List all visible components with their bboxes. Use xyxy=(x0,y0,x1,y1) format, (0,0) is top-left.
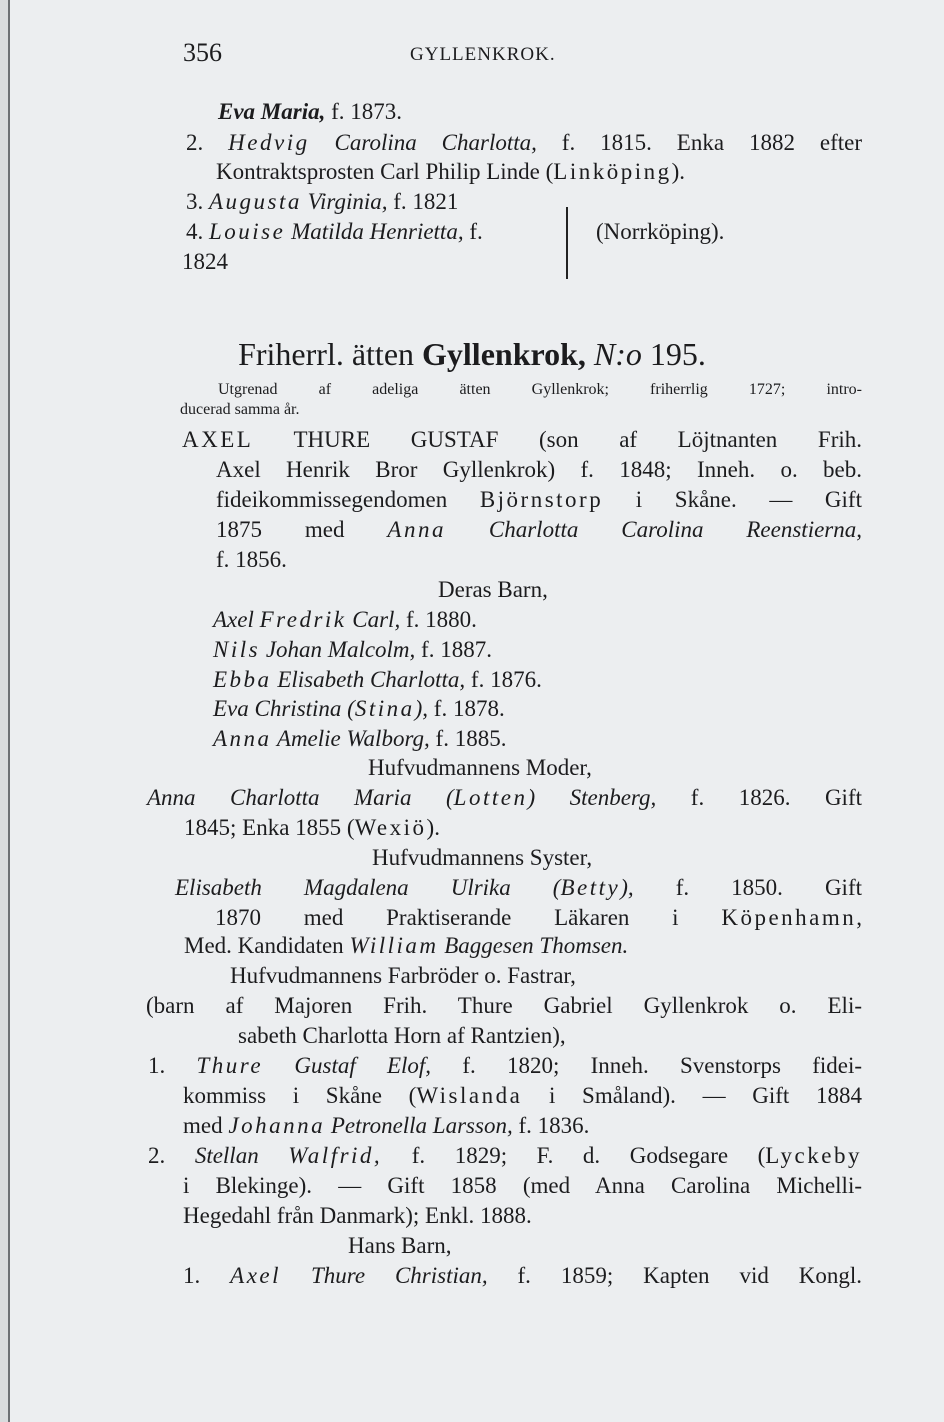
text-line xyxy=(182,248,228,276)
text-segment: f. 1820; Inneh. Svenstorps fidei- xyxy=(431,1053,863,1078)
text-segment: 3. xyxy=(186,189,209,214)
text-segment: kommiss i Skåne ( xyxy=(183,1083,417,1108)
text-segment: Ebba xyxy=(213,667,272,692)
text-line xyxy=(215,904,862,932)
text-segment: 2. xyxy=(186,130,229,155)
text-segment: Axel Henrik Bror Gyllenkrok) f. 1848; Inneh. o. beb. xyxy=(216,457,862,482)
text-segment: Stina xyxy=(354,696,415,721)
text-line xyxy=(218,98,402,126)
text-segment: ducerad samma år. xyxy=(180,401,300,418)
text-segment: f. 1887. xyxy=(415,637,492,662)
text-segment: ). xyxy=(671,159,686,184)
text-segment: Köpenhamn xyxy=(721,905,857,930)
text-line xyxy=(438,576,548,604)
text-line xyxy=(216,456,862,484)
text-segment: Betty xyxy=(560,875,621,900)
text-line xyxy=(186,129,862,157)
heading-number-label: N:o xyxy=(585,336,642,372)
page-margin xyxy=(0,0,8,1422)
text-segment: Walfrid, xyxy=(288,1143,383,1168)
text-line xyxy=(368,754,592,782)
text-segment: Augusta xyxy=(209,189,302,214)
text-segment: f. 1856. xyxy=(216,547,287,572)
text-segment: Deras Barn, xyxy=(438,577,548,602)
text-segment: (barn af Majoren Frih. Thure Gabriel Gyllenkrok o. Eli- xyxy=(146,993,862,1018)
text-line xyxy=(146,992,862,1020)
text-segment: Axel xyxy=(213,607,260,632)
text-segment: Johanna xyxy=(228,1113,326,1138)
text-segment: Carl, xyxy=(346,607,401,632)
page-number: 356 xyxy=(183,38,222,67)
text-segment: Thure xyxy=(196,1053,264,1078)
text-line xyxy=(184,932,628,960)
text-segment: Anna xyxy=(387,517,446,542)
text-line xyxy=(184,814,440,842)
text-segment: Hufvudmannens Farbröder o. Fastrar, xyxy=(230,963,576,988)
text-segment: f. 1821 xyxy=(387,189,459,214)
text-segment: Louise xyxy=(209,219,286,244)
text-segment: Petronella Larsson, xyxy=(325,1113,513,1138)
text-segment: f. 1815. Enka 1882 efter xyxy=(536,130,863,155)
text-line xyxy=(216,158,685,186)
text-segment: AXEL xyxy=(182,427,254,452)
text-line xyxy=(148,1142,862,1170)
text-line xyxy=(213,725,506,753)
text-segment: Stellan xyxy=(194,1143,289,1168)
text-line xyxy=(213,695,505,723)
text-segment: Lyckeby xyxy=(765,1143,862,1168)
text-segment: Hegedahl från Danmark); Enkl. 1888. xyxy=(183,1203,532,1228)
text-segment: Elisabeth Magdalena Ulrika ( xyxy=(175,875,561,900)
text-segment: Björnstorp xyxy=(479,487,604,512)
section-heading xyxy=(0,336,944,373)
text-segment: 1845; Enka 1855 ( xyxy=(184,815,355,840)
text-segment: 1875 med xyxy=(216,517,388,542)
text-segment: ) Stenberg, xyxy=(527,785,657,810)
text-segment: fideikommissegendomen xyxy=(216,487,480,512)
text-line xyxy=(348,1232,451,1260)
text-line xyxy=(186,188,458,216)
text-segment: Elisabeth Charlotta, xyxy=(271,667,466,692)
text-segment: Amelie Walborg, xyxy=(271,726,430,751)
text-segment: , xyxy=(856,905,862,930)
text-segment: Med. Kandidaten xyxy=(184,933,350,958)
text-line xyxy=(213,636,492,664)
text-segment: 2. xyxy=(148,1143,195,1168)
text-segment: ), xyxy=(620,875,634,900)
text-segment: William xyxy=(349,933,439,958)
text-line xyxy=(183,1112,589,1140)
text-segment: Linköping xyxy=(553,159,672,184)
text-segment: Eva Maria, xyxy=(218,99,326,124)
text-segment: f. 1876. xyxy=(465,667,542,692)
running-head: GYLLENKROK. xyxy=(410,44,556,65)
text-line xyxy=(183,1172,862,1200)
text-segment: 4. xyxy=(186,219,209,244)
text-line xyxy=(180,400,300,420)
text-line xyxy=(183,1262,862,1290)
text-segment: f. 1880. xyxy=(400,607,477,632)
text-line xyxy=(183,1082,862,1110)
text-segment: Wislanda xyxy=(416,1083,523,1108)
text-line xyxy=(218,380,862,400)
text-segment: Kontraktsprosten Carl Philip Linde ( xyxy=(216,159,554,184)
text-line xyxy=(182,426,862,454)
text-segment: Hufvudmannens Syster, xyxy=(372,845,593,870)
page-edge xyxy=(8,0,10,1422)
text-segment: f. 1873. xyxy=(325,99,403,124)
text-segment: f. xyxy=(463,219,483,244)
text-segment: Carolina Charlotta, xyxy=(309,130,537,155)
text-line xyxy=(186,218,483,246)
text-line xyxy=(213,666,542,694)
text-line xyxy=(372,844,592,872)
text-segment: Charlotta Carolina Reenstierna, xyxy=(445,517,862,542)
heading-number: 195. xyxy=(641,336,706,372)
text-segment: f. 1826. Gift xyxy=(656,785,862,810)
text-segment: f. 1859; Kapten vid Kongl. xyxy=(487,1263,863,1288)
heading-prefix: Friherrl. ätten xyxy=(238,336,423,372)
text-segment: med xyxy=(183,1113,229,1138)
text-line xyxy=(175,874,862,902)
text-segment: Anna xyxy=(213,726,272,751)
text-segment: i Blekinge). — Gift 1858 (med Anna Carolina Michelli- xyxy=(183,1173,862,1198)
text-segment: Gustaf Elof, xyxy=(263,1053,432,1078)
text-line xyxy=(213,606,477,634)
text-segment: Utgrenad af adeliga ätten Gyllenkrok; friherrlig 1727; intro- xyxy=(218,381,862,398)
text-segment: Anna Charlotta Maria ( xyxy=(147,785,454,810)
text-line xyxy=(147,784,862,812)
text-segment: Matilda Henrietta, xyxy=(285,219,464,244)
text-segment: f. 1885. xyxy=(429,726,507,751)
text-segment: ), xyxy=(414,696,429,721)
text-segment: Hedvig xyxy=(228,130,310,155)
heading-family-name: Gyllenkrok, xyxy=(422,336,586,372)
text-segment: Hans Barn, xyxy=(348,1233,452,1258)
text-line xyxy=(148,1052,862,1080)
text-line xyxy=(216,486,862,514)
text-segment: ). xyxy=(426,815,440,840)
text-segment: 1. xyxy=(183,1263,231,1288)
text-segment: Thure Christian, xyxy=(281,1263,488,1288)
text-line xyxy=(216,546,287,574)
text-segment: THURE GUSTAF (son af Löjtnanten Frih. xyxy=(253,427,862,452)
text-segment: Hufvudmannens Moder, xyxy=(368,755,592,780)
text-line xyxy=(230,962,576,990)
text-segment: f. 1878. xyxy=(428,696,505,721)
text-segment: 1870 med Praktiserande Läkaren i xyxy=(215,905,722,930)
text-line xyxy=(238,1022,566,1050)
text-segment: Nils xyxy=(213,637,261,662)
text-segment: Fredrik xyxy=(259,607,347,632)
text-segment: i Småland). — Gift 1884 xyxy=(522,1083,862,1108)
text-segment: sabeth Charlotta Horn af Rantzien), xyxy=(238,1023,566,1048)
text-segment: Eva Christina ( xyxy=(213,696,355,721)
bracket xyxy=(566,207,568,279)
text-segment: Lotten xyxy=(453,785,528,810)
text-segment: f. 1829; F. d. Godsegare ( xyxy=(382,1143,766,1168)
text-segment: 1. xyxy=(148,1053,197,1078)
text-segment: Axel xyxy=(230,1263,282,1288)
text-line xyxy=(216,516,862,544)
text-segment: f. 1850. Gift xyxy=(633,875,862,900)
text-segment: Wexiö xyxy=(354,815,427,840)
text-segment: Johan Malcolm, xyxy=(260,637,416,662)
bracket-note: (Norrköping). xyxy=(596,219,725,244)
text-segment: Baggesen Thomsen. xyxy=(438,933,629,958)
text-line xyxy=(183,1202,532,1230)
text-segment: i Skåne. — Gift xyxy=(603,487,862,512)
text-segment: 1824 xyxy=(182,249,228,274)
text-segment: f. 1836. xyxy=(512,1113,590,1138)
text-segment: Virginia, xyxy=(301,189,388,214)
